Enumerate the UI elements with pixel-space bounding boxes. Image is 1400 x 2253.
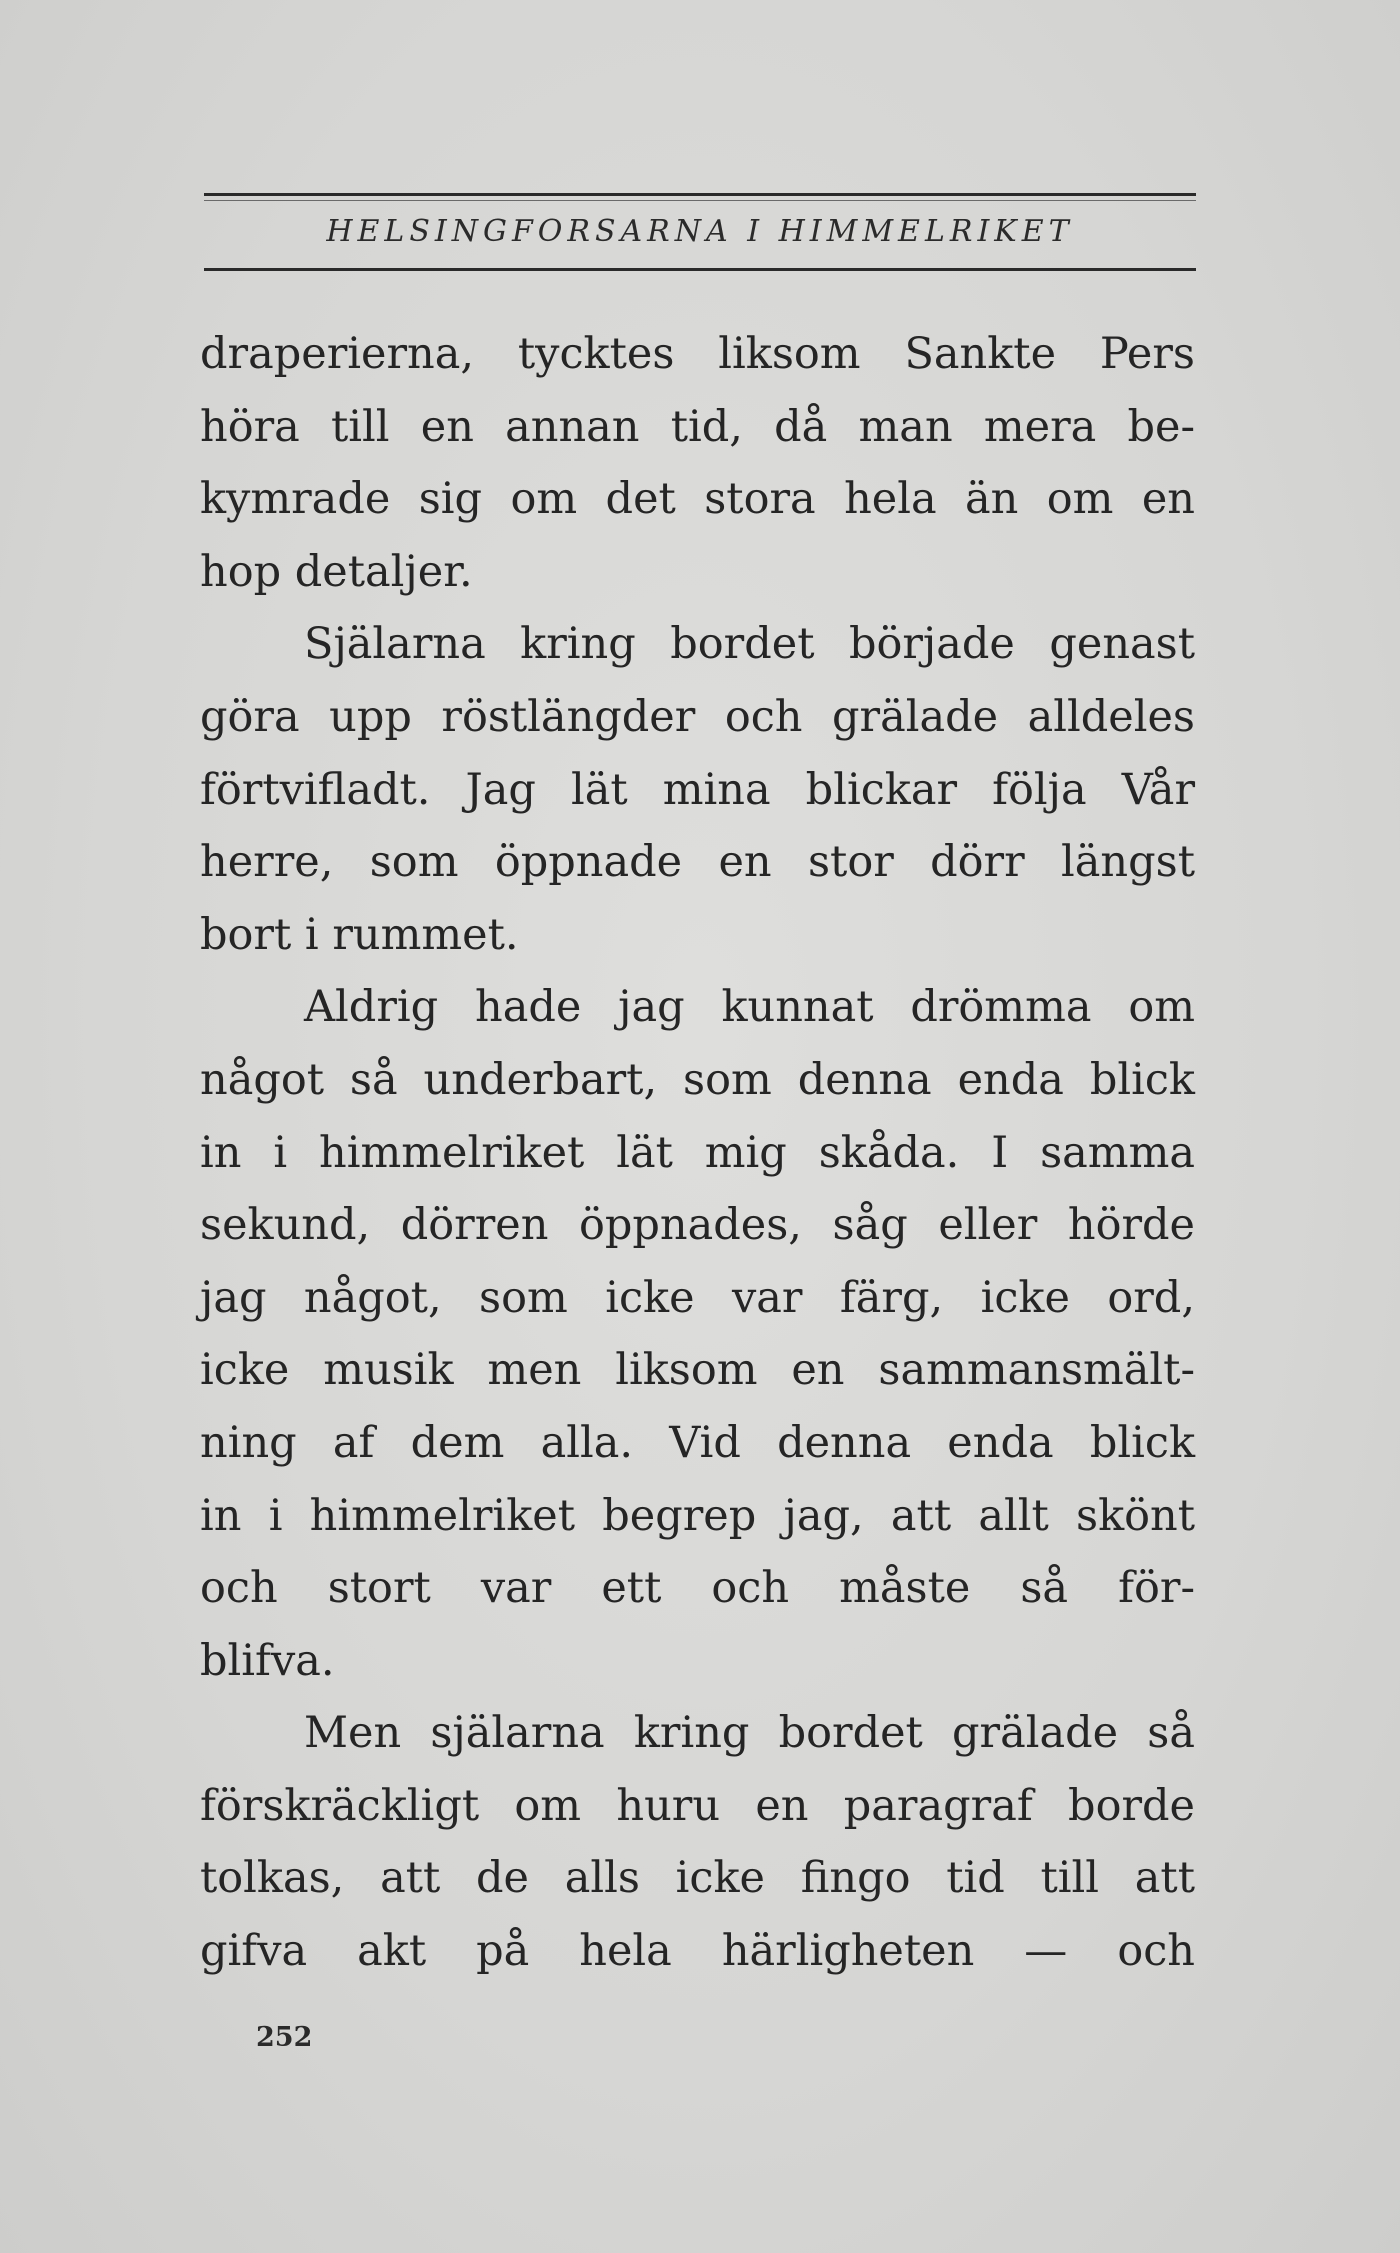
text-line: kymrade sig om det stora hela än om en	[200, 474, 1195, 525]
running-head	[204, 193, 1196, 271]
text-line: hop detaljer.	[200, 546, 473, 597]
text-line: sekund, dörren öppnades, såg eller hörde	[200, 1200, 1195, 1251]
text-line: och stort var ett och måste så för-	[200, 1563, 1195, 1614]
text-line: jag något, som icke var färg, icke ord,	[200, 1272, 1195, 1323]
text-line: bort i rummet.	[200, 909, 519, 960]
text-line: höra till en annan tid, då man mera be-	[200, 401, 1195, 452]
text-line: något så underbart, som denna enda blick	[200, 1054, 1195, 1105]
running-head-rule	[204, 200, 1196, 201]
text-line: draperierna, tycktes liksom Sankte Pers	[200, 329, 1195, 379]
text-line: icke musik men liksom en sammansmält-	[200, 1345, 1195, 1396]
text-line: ning af dem alla. Vid denna enda blick	[200, 1417, 1195, 1468]
text-line: in i himmelriket lät mig skåda. I samma	[200, 1127, 1195, 1178]
text-line: förtvifladt. Jag lät mina blickar följa Vår	[200, 764, 1195, 815]
text-line: Aldrig hade jag kunnat drömma om	[304, 982, 1195, 1033]
text-line: förskräckligt om huru en paragraf borde	[200, 1780, 1195, 1831]
body-text	[200, 318, 1195, 1988]
text-line: Själarna kring bordet började genast	[304, 619, 1195, 670]
text-line: in i himmelriket begrep jag, att allt skönt	[200, 1490, 1195, 1541]
running-head-title: HELSINGFORSARNA I HIMMELRIKET	[326, 214, 1074, 249]
page-number: 252	[256, 2022, 313, 2053]
text-line: gifva akt på hela härligheten — och	[200, 1926, 1195, 1977]
text-line: göra upp röstlängder och grälade alldeles	[200, 691, 1195, 742]
text-line: blifva.	[200, 1635, 335, 1686]
text-line: Men själarna kring bordet grälade så	[304, 1708, 1195, 1759]
text-line: tolkas, att de alls icke fingo tid till att	[200, 1853, 1195, 1904]
text-line: herre, som öppnade en stor dörr längst	[200, 837, 1195, 888]
